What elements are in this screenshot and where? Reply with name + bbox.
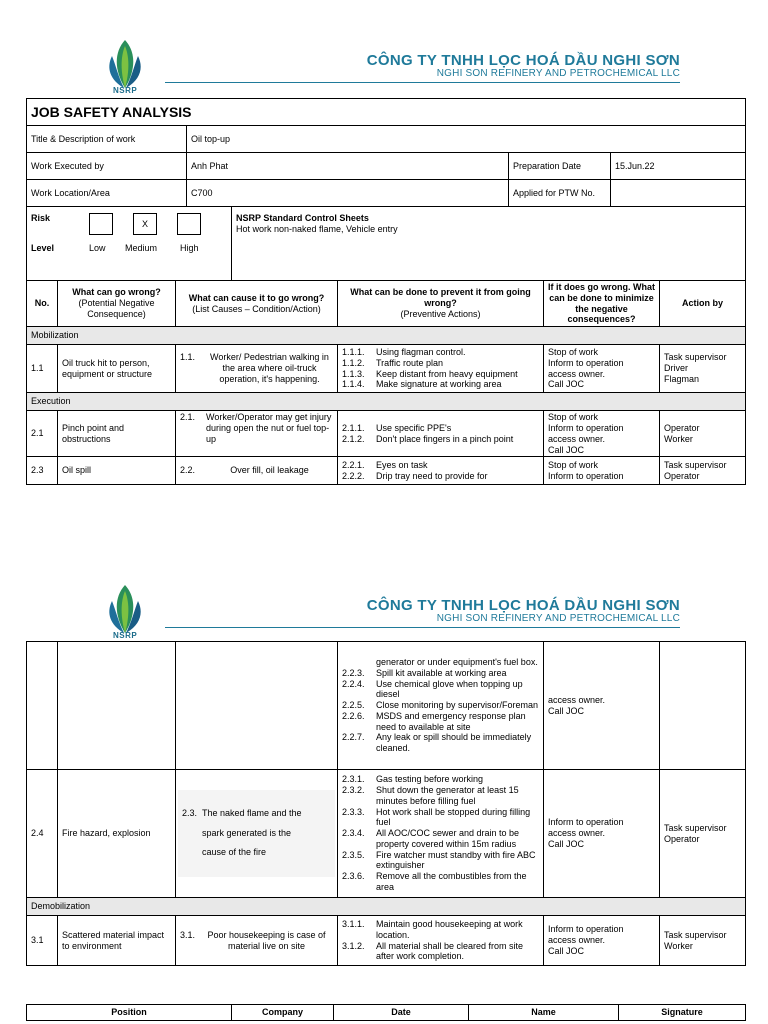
list-item-number: 2.2.1. xyxy=(342,460,365,471)
row-cause xyxy=(176,916,338,966)
cell-line: access owner. xyxy=(548,935,606,946)
risk-level-table xyxy=(26,206,746,281)
cell-line: Worker xyxy=(664,940,693,951)
list-item-number xyxy=(342,657,376,668)
page-1 xyxy=(0,30,768,500)
row-wrong: Oil spill xyxy=(58,457,176,485)
prep-date-value: 15.Jun.22 xyxy=(611,153,746,180)
cause-text: Over fill, oil leakage xyxy=(230,465,309,476)
cell-line: Task supervisor xyxy=(664,352,727,363)
row-action xyxy=(660,457,746,485)
list-item xyxy=(342,434,539,445)
list-item-text: Eyes on task xyxy=(376,460,428,471)
company-name-vn: CÔNG TY TNHH LỌC HOÁ DẦU NGHI SƠN xyxy=(366,597,680,614)
row-prevent xyxy=(338,345,544,393)
table-row xyxy=(27,411,746,457)
cause-text-3: cause of the fire xyxy=(202,847,267,858)
level-label: Level xyxy=(31,243,55,253)
row-action xyxy=(660,642,746,770)
jsa-form-table xyxy=(26,98,746,207)
risk-medium-label: Medium xyxy=(125,243,158,253)
list-item-number: 3.1.1. xyxy=(342,918,365,929)
cause-text-1: The naked flame and the xyxy=(202,807,302,818)
ptw-value xyxy=(611,180,746,207)
cell-line: Driver xyxy=(664,363,688,374)
cause-text: Poor housekeeping is case of material live on site xyxy=(207,929,326,951)
list-item-text: Using flagman control. xyxy=(376,347,466,358)
row-wrong: Scattered material impact to environment xyxy=(58,916,176,966)
logo-text: NSRP xyxy=(113,86,138,95)
row-no: 2.1 xyxy=(27,411,58,457)
row-no: 2.3 xyxy=(27,457,58,485)
list-item-number: 2.2.7. xyxy=(342,732,365,743)
cell-line: Task supervisor xyxy=(664,929,727,940)
cell-line: Operator xyxy=(664,833,700,844)
cell-line: Inform to operation xyxy=(548,924,624,935)
list-item-text: Use specific PPE's xyxy=(376,422,452,433)
list-item-number: 2.3.4. xyxy=(342,828,365,839)
jsa-main-table-p2 xyxy=(26,641,746,966)
cell-line: Task supervisor xyxy=(664,460,727,471)
list-item-text: Spill kit available at working area xyxy=(376,667,507,678)
list-item-text: All AOC/COC sewer and drain to be property covered within 15m radius xyxy=(376,828,520,849)
row-prevent xyxy=(338,457,544,485)
row-wrong: Oil truck hit to person, equipment or structure xyxy=(58,345,176,393)
risk-high-label: High xyxy=(180,243,199,253)
control-sheets-cell xyxy=(232,207,746,281)
row-wrong: Fire hazard, explosion xyxy=(58,770,176,898)
list-item-text: Use chemical glove when topping up diesel xyxy=(376,678,523,700)
cell-line: Inform to operation xyxy=(548,470,624,481)
page-3 xyxy=(0,1000,768,1024)
header-divider xyxy=(165,627,680,628)
control-sheets-value: Hot work non-naked flame, Vehicle entry xyxy=(236,223,398,234)
list-item-number: 2.3.5. xyxy=(342,849,365,860)
executed-label: Work Executed by xyxy=(27,153,187,180)
cell-line: Operator xyxy=(664,470,700,481)
row-action xyxy=(660,411,746,457)
letterhead xyxy=(0,30,768,100)
table-row xyxy=(27,770,746,898)
list-item-text: Shut down the generator at least 15 minutes before filling fuel xyxy=(376,784,519,806)
title-desc-value: Oil top-up xyxy=(187,126,746,153)
header-divider xyxy=(165,82,680,83)
list-item xyxy=(342,732,539,754)
cell-line: Stop of work xyxy=(548,460,599,471)
col-no: No. xyxy=(27,281,58,327)
cell-line: Task supervisor xyxy=(664,822,727,833)
jsa-main-table-p1 xyxy=(26,280,746,485)
list-item xyxy=(342,711,539,733)
col-action: Action by xyxy=(660,281,746,327)
col-prevent-title: What can be done to prevent it from going wrong? xyxy=(350,287,531,309)
control-sheets-title: NSRP Standard Control Sheets xyxy=(236,213,369,223)
col-wrong-title: What can go wrong? xyxy=(72,287,161,298)
list-item-text: Don't place fingers in a pinch point xyxy=(376,433,514,444)
cell-line: Stop of work xyxy=(548,347,599,358)
row-ifwrong xyxy=(544,916,660,966)
list-item xyxy=(342,828,539,850)
signoff-company: Company xyxy=(232,1005,334,1021)
row-prevent xyxy=(338,411,544,457)
list-item-number: 2.2.6. xyxy=(342,710,365,721)
cell-line: access owner. xyxy=(548,368,606,379)
risk-high-box[interactable] xyxy=(177,213,201,235)
cell-line: Call JOC xyxy=(548,945,585,956)
list-item-number: 2.3.6. xyxy=(342,871,365,882)
signoff-table xyxy=(26,1004,746,1021)
cell-line: access owner. xyxy=(548,433,606,444)
row-cause xyxy=(176,770,338,898)
list-item-text: Gas testing before working xyxy=(376,774,484,785)
table-row xyxy=(27,916,746,966)
row-ifwrong xyxy=(544,345,660,393)
list-item-text: Hot work shall be stopped during filling fuel xyxy=(376,806,531,828)
row-wrong: Pinch point and obstructions xyxy=(58,411,176,457)
cell-line: Stop of work xyxy=(548,412,599,423)
list-item xyxy=(342,774,539,785)
cause-text: Worker/Operator may get injury during open the nut or fuel top-up xyxy=(206,412,332,444)
list-item xyxy=(342,679,539,701)
signoff-name: Name xyxy=(469,1005,619,1021)
list-item xyxy=(342,785,539,807)
table-row xyxy=(27,642,746,770)
location-label: Work Location/Area xyxy=(27,180,187,207)
list-item-text: Any leak or spill should be immediately cleaned. xyxy=(376,732,532,754)
section-execution: Execution xyxy=(27,393,746,411)
company-name-vn: CÔNG TY TNHH LỌC HOÁ DẦU NGHI SƠN xyxy=(366,52,680,69)
letterhead xyxy=(0,575,768,645)
cause-num: 1.1. xyxy=(180,352,196,363)
cell-line: Inform to operation xyxy=(548,357,624,368)
row-no: 1.1 xyxy=(27,345,58,393)
signoff-signature: Signature xyxy=(619,1005,746,1021)
list-item-text: Remove all the combustibles from the area xyxy=(376,871,527,893)
list-item-number: 2.2.3. xyxy=(342,667,365,678)
cell-line: access owner. xyxy=(548,694,606,705)
cell-line: Call JOC xyxy=(548,379,585,390)
list-item xyxy=(342,871,539,893)
list-item xyxy=(342,668,539,679)
row-wrong xyxy=(58,642,176,770)
cell-line: Call JOC xyxy=(548,705,585,716)
col-cause-sub: (List Causes – Condition/Action) xyxy=(192,303,321,314)
col-wrong-sub: (Potential Negative Consequence) xyxy=(78,298,155,319)
list-item xyxy=(342,850,539,872)
row-no: 2.4 xyxy=(27,770,58,898)
cell-line: Call JOC xyxy=(548,838,585,849)
list-item-text: Fire watcher must standby with fire ABC extinguisher xyxy=(376,849,536,871)
row-ifwrong xyxy=(544,411,660,457)
row-action xyxy=(660,770,746,898)
list-item-number: 2.2.2. xyxy=(342,470,365,481)
col-cause xyxy=(176,281,338,327)
row-prevent xyxy=(338,770,544,898)
col-ifwrong: If it does go wrong. What can be done to minimize the negative consequences? xyxy=(544,281,660,327)
list-item-text: Close monitoring by supervisor/Foreman xyxy=(376,700,539,711)
list-item-text: MSDS and emergency response plan need to available at site xyxy=(376,710,526,732)
signoff-date: Date xyxy=(334,1005,469,1021)
ptw-label: Applied for PTW No. xyxy=(509,180,611,207)
col-prevent-sub: (Preventive Actions) xyxy=(400,308,481,319)
list-item-text: Make signature at working area xyxy=(376,379,502,390)
list-item xyxy=(342,700,539,711)
list-item-number: 2.2.4. xyxy=(342,678,365,689)
row-action xyxy=(660,916,746,966)
prep-date-label: Preparation Date xyxy=(509,153,611,180)
cause-text: Worker/ Pedestrian walking in the area where oil-truck operation, it's happening. xyxy=(210,352,329,385)
list-item-number: 1.1.3. xyxy=(342,368,365,379)
list-item-number: 1.1.1. xyxy=(342,347,365,358)
list-item-text: Maintain good housekeeping at work location. xyxy=(376,918,523,940)
list-item-number: 2.1.2. xyxy=(342,433,365,444)
cell-line: access owner. xyxy=(548,828,606,839)
list-item-text: All material shall be cleared from site after work completion. xyxy=(376,940,524,962)
cell-line: Flagman xyxy=(664,374,700,385)
section-demobilization: Demobilization xyxy=(27,898,746,916)
form-title: JOB SAFETY ANALYSIS xyxy=(27,99,746,126)
location-value: C700 xyxy=(187,180,509,207)
title-desc-label: Title & Description of work xyxy=(27,126,187,153)
list-item-number: 2.3.1. xyxy=(342,774,365,785)
row-prevent xyxy=(338,642,544,770)
risk-label: Risk xyxy=(31,213,51,223)
list-item xyxy=(342,423,539,434)
row-action xyxy=(660,345,746,393)
executed-value: Anh Phat xyxy=(187,153,509,180)
list-item-number: 1.1.4. xyxy=(342,379,365,390)
risk-low-box[interactable] xyxy=(89,213,113,235)
list-item-text: Keep distant from heavy equipment xyxy=(376,368,518,379)
row-ifwrong xyxy=(544,642,660,770)
col-prevent xyxy=(338,281,544,327)
cell-line: Inform to operation xyxy=(548,422,624,433)
cell-line: Worker xyxy=(664,433,693,444)
cause-num: 2.3. xyxy=(182,807,198,818)
row-cause xyxy=(176,411,338,457)
cell-line: Operator xyxy=(664,422,700,433)
row-no: 3.1 xyxy=(27,916,58,966)
risk-level-cell xyxy=(27,207,232,281)
row-no xyxy=(27,642,58,770)
cell-line: Inform to operation xyxy=(548,817,624,828)
risk-medium-box[interactable]: X xyxy=(133,213,157,235)
list-item-text: generator or under equipment's fuel box. xyxy=(376,656,538,667)
table-row xyxy=(27,457,746,485)
col-cause-title: What can cause it to go wrong? xyxy=(188,292,325,303)
list-item-number: 1.1.2. xyxy=(342,357,365,368)
row-ifwrong xyxy=(544,457,660,485)
company-name-en: NGHI SON REFINERY AND PETROCHEMICAL LLC xyxy=(436,68,680,79)
list-item-number: 2.3.2. xyxy=(342,784,365,795)
company-name-en: NGHI SON REFINERY AND PETROCHEMICAL LLC xyxy=(436,613,680,624)
page-2 xyxy=(0,575,768,975)
list-item xyxy=(342,807,539,829)
cell-line: Call JOC xyxy=(548,444,585,455)
cause-num: 2.2. xyxy=(180,465,196,476)
row-ifwrong xyxy=(544,770,660,898)
list-item xyxy=(342,471,539,482)
logo-text: NSRP xyxy=(113,631,138,640)
list-item-text: Traffic route plan xyxy=(376,357,444,368)
list-item-number: 2.2.5. xyxy=(342,700,365,711)
list-item-number: 2.1.1. xyxy=(342,422,365,433)
cause-num: 2.1. xyxy=(180,412,196,423)
signoff-position: Position xyxy=(27,1005,232,1021)
col-wrong xyxy=(58,281,176,327)
row-cause xyxy=(176,642,338,770)
list-item xyxy=(342,919,539,941)
section-mobilization: Mobilization xyxy=(27,327,746,345)
list-item xyxy=(342,379,539,390)
row-cause xyxy=(176,345,338,393)
list-item xyxy=(342,657,539,668)
table-row xyxy=(27,345,746,393)
list-item xyxy=(342,460,539,471)
list-item-number: 2.3.3. xyxy=(342,806,365,817)
list-item-number: 3.1.2. xyxy=(342,940,365,951)
list-item-text: Drip tray need to provide for xyxy=(376,470,488,481)
cause-num: 3.1. xyxy=(180,929,196,940)
row-cause xyxy=(176,457,338,485)
cause-text-2: spark generated is the xyxy=(202,827,292,838)
list-item xyxy=(342,358,539,369)
row-prevent xyxy=(338,916,544,966)
risk-low-label: Low xyxy=(89,243,106,253)
list-item xyxy=(342,941,539,963)
list-item xyxy=(342,369,539,380)
list-item xyxy=(342,347,539,358)
